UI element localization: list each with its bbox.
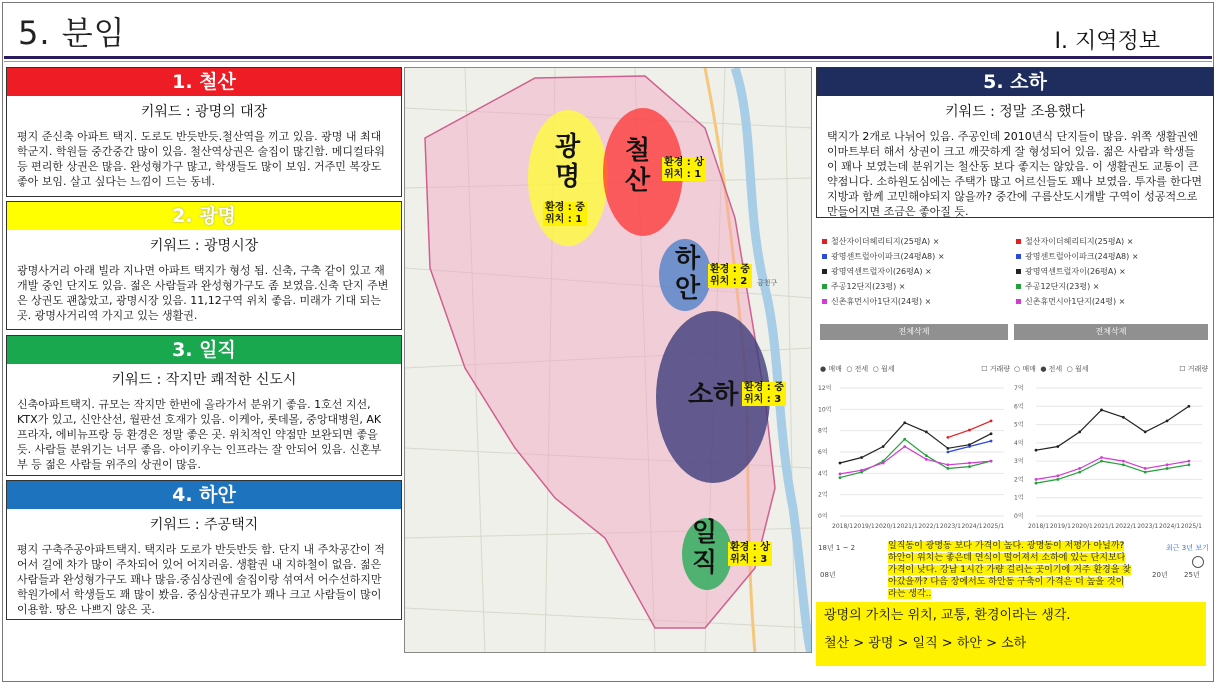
recent-3y-link[interactable]: 최근 3년 보기 — [1166, 544, 1209, 552]
legend-left — [822, 234, 1012, 309]
tag-gwangmyeong: 환경 : 중 위치 : 1 — [545, 202, 585, 225]
y-tick-label: 5억 — [1014, 421, 1024, 429]
card-keyword: 키워드 : 광명의 대장 — [140, 104, 268, 120]
card-keyword: 키워드 : 광명시장 — [149, 238, 259, 254]
range-tick: 25년 — [1184, 571, 1200, 579]
radio-group-right — [1014, 364, 1208, 374]
volume-checkbox[interactable]: ☐ 거래량 — [1179, 365, 1208, 373]
data-point — [1078, 430, 1081, 433]
data-point — [903, 421, 906, 424]
data-point — [925, 430, 928, 433]
radio-sale[interactable]: ○ 매매 — [1014, 365, 1036, 373]
data-point — [968, 462, 971, 465]
data-point — [1078, 467, 1081, 470]
data-point — [839, 476, 842, 479]
y-tick-label: 10억 — [818, 406, 832, 414]
series-line — [1036, 406, 1189, 450]
data-point — [946, 451, 949, 454]
data-point — [1035, 449, 1038, 452]
radio-sale[interactable]: ● 매매 — [820, 365, 842, 373]
card-keyword: 키워드 : 작지만 쾌적한 신도시 — [111, 372, 297, 388]
remove-icon[interactable]: × — [937, 252, 945, 261]
data-point — [882, 445, 885, 448]
tag-cheolsan: 환경 : 상 위치 : 1 — [664, 157, 704, 180]
radio-monthly[interactable]: ○ 월세 — [1066, 365, 1089, 373]
data-point — [1056, 445, 1059, 448]
data-point — [925, 458, 928, 461]
data-point — [903, 445, 906, 448]
data-point — [882, 462, 885, 465]
data-point — [1035, 482, 1038, 485]
x-tick-label: 2020/1 — [875, 523, 897, 530]
card-text: 평지 구축주공아파트택지. 택지라 도로가 반듯반듯 함. 단지 내 주차공간이 적어서 길에 차가 많이 주차되어 있어 어지러움. 생활권 내 지하철이 없음. 젊은 사람들과 완성형가구도 꽤나 많음.중심상권에 술집이랑 섞여서 어수선하지만 학원가에서 학생들도 꽤 많이 봤음. 중심상권규모가 꽤나 크고 사람들이 많이 이용함. 땅은 나쁘지 않은 곳. — [17, 543, 385, 616]
data-point — [1187, 463, 1190, 466]
remove-icon[interactable]: × — [924, 297, 932, 306]
remove-icon[interactable]: × — [1092, 282, 1100, 291]
map-place-label: 금천구 — [757, 279, 778, 287]
card-header: 3. 일직 — [7, 336, 401, 364]
data-point — [1100, 409, 1103, 412]
data-point — [968, 429, 971, 432]
page-title: 5. 분임 — [18, 14, 126, 52]
radio-jeonse[interactable]: ● 전세 — [1040, 365, 1063, 373]
data-point — [968, 443, 971, 446]
x-tick-label: 2021/1 — [896, 523, 918, 530]
remove-icon[interactable]: × — [1118, 297, 1126, 306]
card-header: 5. 소하 — [817, 68, 1213, 96]
card-text: 광명사거리 아래 빌라 지나면 아파트 택지가 형성 됨. 신축, 구축 같이 있고 재개발 중인 단지도 있음. 젊은 사람들과 완성형가구도 좀 보였음.신축 단지 주변은 상권도 괜찮았고, 광명시장 있음. 11,12구역 위치 좋음. 미래가 기대 되는 곳. 광명사거리역 가지고 있는 생활권. — [17, 264, 389, 322]
card-header: 4. 하안 — [7, 481, 401, 509]
y-tick-label: 3억 — [1014, 458, 1024, 466]
x-tick-label: 2022/1 — [918, 523, 940, 530]
legend-item: 광명역센트럴자이(26평A) × — [822, 264, 1012, 279]
x-tick-label: 2019/1 — [853, 523, 875, 530]
x-tick-label: 2025/1 — [983, 523, 1005, 530]
remove-icon[interactable]: × — [1131, 252, 1139, 261]
radio-group-left — [820, 364, 1010, 374]
legend-item: 신촌휴먼시아1단지(24평) × — [822, 294, 1012, 309]
data-point — [946, 447, 949, 450]
y-tick-label: 4억 — [1014, 439, 1024, 447]
x-tick-label: 2024/1 — [1159, 523, 1181, 530]
card-iljik — [6, 335, 402, 476]
price-chart-jeonse — [1012, 382, 1206, 532]
legend-item: 광명역센트럴자이(26평A) × — [1016, 264, 1206, 279]
data-point — [1122, 463, 1125, 466]
data-point — [990, 460, 993, 463]
data-point — [1100, 460, 1103, 463]
legend-item: 주공12단지(23평) × — [822, 279, 1012, 294]
remove-icon[interactable]: × — [925, 267, 932, 276]
price-chart-sale — [816, 382, 1008, 532]
y-tick-label: 2억 — [1014, 476, 1024, 484]
data-point — [990, 440, 993, 443]
x-tick-label: 2023/1 — [939, 523, 962, 530]
data-point — [1144, 471, 1147, 474]
range-handle[interactable] — [1192, 556, 1204, 568]
legend-right — [1016, 234, 1206, 309]
ranking-line: 철산 > 광명 > 일직 > 하안 > 소하 — [824, 636, 1027, 651]
clear-all-button-right[interactable]: 전체삭제 — [1014, 324, 1208, 340]
volume-checkbox[interactable]: ☐ 거래량 — [981, 365, 1010, 373]
data-point — [1166, 420, 1169, 423]
section-subtitle: Ⅰ. 지역정보 — [1054, 29, 1160, 54]
card-soha — [816, 67, 1214, 218]
clear-all-button-left[interactable]: 전체삭제 — [820, 324, 1008, 340]
data-point — [903, 438, 906, 441]
card-keyword: 키워드 : 주공택지 — [149, 517, 259, 533]
y-tick-label: 8억 — [818, 427, 828, 435]
x-tick-label: 2018/1 — [832, 523, 854, 530]
x-tick-label: 2020/1 — [1071, 523, 1093, 530]
legend-item: 신촌휴먼시아1단지(24평) × — [1016, 294, 1206, 309]
data-point — [1144, 467, 1147, 470]
y-tick-label: 6억 — [1014, 403, 1024, 411]
tag-haan: 환경 : 중 위치 : 2 — [710, 264, 750, 287]
data-point — [1035, 478, 1038, 481]
range-tick: 08년 — [820, 571, 836, 579]
data-point — [946, 463, 949, 466]
legend-item: 광명센트럴아이파크(24평A8) × — [822, 249, 1012, 264]
range-tick: 20년 — [1152, 571, 1168, 579]
data-point — [990, 432, 993, 435]
x-tick-label: 2023/1 — [1137, 523, 1159, 530]
y-tick-label: 12억 — [818, 385, 832, 392]
data-point — [946, 436, 949, 439]
card-text: 평지 준신축 아파트 택지. 도로도 반듯반듯.철산역을 끼고 있음. 광명 내 최대 학군지. 학원들 중간중간 많이 있음. 철산역상권은 술집이 많긴함. 메디컬타워 등 편리한 상권은 많음. 완성형가구 많고, 학생들도 많이 보임. 거주민 복장도 좋아 보임. 살고 싶다는 느낌이 드는 동네. — [17, 130, 385, 188]
tag-iljik: 환경 : 상 위치 : 3 — [730, 542, 770, 565]
map-label-iljik: 일직 — [692, 518, 718, 578]
y-tick-label: 6억 — [818, 449, 828, 456]
data-point — [860, 456, 863, 459]
remove-icon[interactable]: × — [898, 282, 906, 291]
data-point — [1122, 460, 1125, 463]
x-tick-label: 2022/1 — [1115, 523, 1137, 530]
remove-icon[interactable]: × — [1119, 267, 1126, 276]
map-label-gwangmyeong: 광명 — [555, 132, 581, 192]
y-tick-label: 2억 — [818, 491, 828, 499]
card-cheolsan — [6, 67, 402, 197]
map-label-haan: 하안 — [675, 244, 701, 304]
data-point — [1100, 456, 1103, 459]
data-point — [1166, 463, 1169, 466]
legend-item: 철산자이더헤리티지(25평A) × — [1016, 234, 1206, 249]
data-point — [1122, 416, 1125, 419]
header-rule — [4, 56, 1212, 59]
x-tick-label: 2024/1 — [961, 523, 983, 530]
x-tick-label: 2021/1 — [1093, 523, 1115, 530]
legend-item: 광명센트럴아이파크(24평A8) × — [1016, 249, 1206, 264]
data-point — [925, 454, 928, 457]
radio-jeonse[interactable]: ○ 전세 — [846, 365, 869, 373]
data-point — [1056, 478, 1059, 481]
header-rule-thin — [4, 61, 1212, 62]
remove-icon[interactable]: × — [932, 237, 940, 246]
conclusion-box — [816, 602, 1206, 666]
card-header: 1. 철산 — [7, 68, 401, 96]
data-point — [1166, 467, 1169, 470]
radio-monthly[interactable]: ○ 월세 — [872, 365, 895, 373]
data-point — [839, 462, 842, 465]
x-tick-label: 2019/1 — [1049, 523, 1071, 530]
data-point — [839, 473, 842, 476]
region-map — [404, 67, 812, 653]
range-start-label: 18년 1 ~ 2 — [818, 544, 856, 552]
data-point — [1144, 430, 1147, 433]
card-text: 신축아파트택지. 규모는 작지만 한번에 올라가서 분위기 좋음. 1호선 지선, KTX가 있고, 신안산선, 월판선 호재가 있음. 이케아, 롯데몰, 중앙대병원, AK프라자, 에비뉴프랑 등 환경은 정말 좋은 곳. 위치적인 약점만 보완되면 좋을 듯. 사람들 분위기는 너무 좋음. 아이키우는 인프라는 잘 안되어 있음. 신혼부부 등 젊은 사람들 위주의 상권이 많음. — [17, 398, 382, 471]
x-tick-label: 2025/1 — [1180, 523, 1203, 530]
y-tick-label: 0억 — [1014, 513, 1024, 520]
legend-item: 철산자이더헤리티지(25평A) × — [822, 234, 1012, 249]
data-point — [1187, 460, 1190, 463]
legend-item: 주공12단지(23평) × — [1016, 279, 1206, 294]
conclusion-line: 광명의 가치는 위치, 교통, 환경이라는 생각. — [824, 608, 1071, 623]
analysis-note: 일직동이 광명동 보다 가격이 높다. 광명동이 저평가 아닐까? 하안이 위치는 좋은데 연식이 떨어져서 소하에 있는 단지보다 가격이 낮다. 강남 1시간 가량 걸리는 곳이기에 거주 환경을 찾아갔을까? 다음 장에서도 하안동 구축이 가격은 더 높을 것이라는 생각.. — [888, 541, 1131, 599]
data-point — [968, 465, 971, 468]
card-header: 2. 광명 — [7, 202, 401, 230]
y-tick-label: 0억 — [818, 513, 828, 520]
data-point — [990, 420, 993, 423]
data-point — [1056, 474, 1059, 477]
card-haan — [6, 480, 402, 620]
data-point — [1078, 471, 1081, 474]
map-label-soha: 소하 — [688, 380, 739, 410]
data-point — [860, 469, 863, 472]
map-label-cheolsan: 철산 — [625, 136, 651, 196]
card-keyword: 키워드 : 정말 조용했다 — [945, 104, 1085, 120]
data-point — [946, 467, 949, 470]
tag-soha: 환경 : 중 위치 : 3 — [744, 382, 784, 405]
y-tick-label: 7억 — [1014, 385, 1024, 392]
card-gwangmyeong — [6, 201, 402, 330]
data-point — [1187, 405, 1190, 408]
y-tick-label: 1억 — [1014, 494, 1024, 502]
card-text: 택지가 2개로 나뉘어 있음. 주공인데 2010년식 단지들이 많음. 위쪽 생활권엔 이마트부터 해서 상권이 크고 깨끗하게 잘 형성되어 있음. 젊은 사람과 학생들이 꽤나 보였는데 분위기는 철산동 보다 좋지는 않았음. 이 생활권도 교통이 큰 약점니다. 소하원도심에는 주택가 많고 어르신들도 꽤나 보였음. 투자를 한다면 지방과 함께 고민해야되지 않을까? 중간에 구름산도시개발 구역이 성공적으로 만들어지면 조금은 좋아질 듯. — [827, 130, 1202, 218]
remove-icon[interactable]: × — [1126, 237, 1134, 246]
x-tick-label: 2018/1 — [1028, 523, 1050, 530]
y-tick-label: 4억 — [818, 470, 828, 478]
